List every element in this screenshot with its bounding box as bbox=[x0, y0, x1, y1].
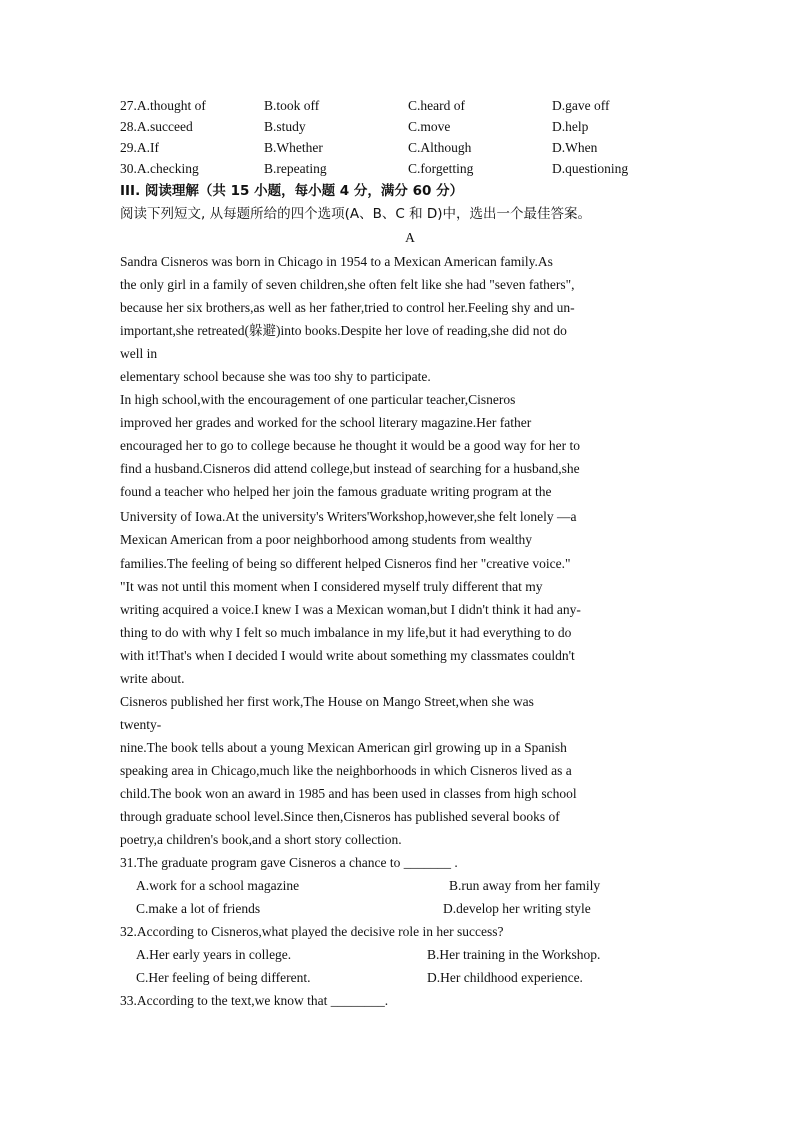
section-heading: III. 阅读理解（共 15 小题，每小题 4 分，满分 60 分） bbox=[120, 183, 464, 199]
question-option[interactable]: D.develop her writing style bbox=[443, 901, 591, 916]
question-option[interactable]: C.make a lot of friends bbox=[136, 901, 261, 916]
passage-line: elementary school because she was too shy to participate. bbox=[120, 369, 431, 384]
option-b: B.repeating bbox=[264, 161, 327, 176]
option-a: 30.A.checking bbox=[120, 161, 199, 176]
passage-line: families.The feeling of being so different helped Cisneros find her "creative voice." bbox=[120, 556, 571, 571]
question-stem: 33.According to the text,we know that ________. bbox=[120, 993, 389, 1008]
question-stem: 31.The graduate program gave Cisneros a chance to _______ . bbox=[120, 855, 458, 870]
question-option[interactable]: A.work for a school magazine bbox=[136, 878, 300, 893]
passage-line: encouraged her to go to college because he thought it would be a good way for her to bbox=[120, 438, 580, 453]
option-c: C.move bbox=[408, 119, 451, 134]
passage-line: thing to do with why I felt so much imbalance in my life,but it had everything to do bbox=[120, 625, 572, 640]
option-c: C.forgetting bbox=[408, 161, 474, 176]
question-option[interactable]: C.Her feeling of being different. bbox=[136, 970, 311, 985]
passage-line: find a husband.Cisneros did attend college,but instead of searching for a husband,she bbox=[120, 461, 580, 476]
option-d: D.gave off bbox=[552, 98, 610, 113]
passage-line: poetry,a children's book,and a short story collection. bbox=[120, 832, 402, 847]
option-a: 28.A.succeed bbox=[120, 119, 193, 134]
passage-line: Sandra Cisneros was born in Chicago in 1954 to a Mexican American family.As bbox=[120, 254, 553, 269]
option-c: C.Although bbox=[408, 140, 472, 155]
question-option[interactable]: A.Her early years in college. bbox=[136, 947, 292, 962]
option-b: B.Whether bbox=[264, 140, 323, 155]
passage-line: nine.The book tells about a young Mexican American girl growing up in a Spanish bbox=[120, 740, 567, 755]
passage-line: Mexican American from a poor neighborhood among students from wealthy bbox=[120, 532, 533, 547]
question-option[interactable]: B.Her training in the Workshop. bbox=[427, 947, 601, 962]
passage-line: child.The book won an award in 1985 and has been used in classes from high school bbox=[120, 786, 577, 801]
option-d: D.questioning bbox=[552, 161, 629, 176]
option-c: C.heard of bbox=[408, 98, 465, 113]
question-option[interactable]: B.run away from her family bbox=[449, 878, 601, 893]
option-d: D.When bbox=[552, 140, 598, 155]
passage-line: found a teacher who helped her join the famous graduate writing program at the bbox=[120, 484, 552, 499]
passage-line: important,she retreated(躲避)into books.Despite her love of reading,she did not do bbox=[120, 323, 567, 338]
section-instruction: 阅读下列短文, 从每题所给的四个选项(A、B、C 和 D)中，选出一个最佳答案。 bbox=[120, 206, 592, 222]
passage-line: improved her grades and worked for the school literary magazine.Her father bbox=[120, 415, 532, 430]
option-a: 27.A.thought of bbox=[120, 98, 206, 113]
passage-line: speaking area in Chicago,much like the neighborhoods in which Cisneros lived as a bbox=[120, 763, 572, 778]
question-stem: 32.According to Cisneros,what played the decisive role in her success? bbox=[120, 924, 504, 939]
passage-line: twenty- bbox=[120, 717, 162, 732]
passage-line: with it!That's when I decided I would write about something my classmates couldn't bbox=[120, 648, 575, 663]
option-a: 29.A.If bbox=[120, 140, 159, 155]
option-d: D.help bbox=[552, 119, 589, 134]
passage-line: the only girl in a family of seven children,she often felt like she had "seven fathers", bbox=[120, 277, 575, 292]
passage-label: A bbox=[405, 230, 415, 245]
passage-line: writing acquired a voice.I knew I was a Mexican woman,but I didn't think it had any- bbox=[120, 602, 581, 617]
option-b: B.study bbox=[264, 119, 306, 134]
question-option[interactable]: D.Her childhood experience. bbox=[427, 970, 583, 985]
passage-line: University of Iowa.At the university's Writers'Workshop,however,she felt lonely —a bbox=[120, 509, 577, 524]
passage-line: Cisneros published her first work,The House on Mango Street,when she was bbox=[120, 694, 534, 709]
passage-line: because her six brothers,as well as her father,tried to control her.Feeling shy and un- bbox=[120, 300, 575, 315]
option-b: B.took off bbox=[264, 98, 320, 113]
passage-line: "It was not until this moment when I considered myself truly different that my bbox=[120, 579, 543, 594]
passage-line: In high school,with the encouragement of one particular teacher,Cisneros bbox=[120, 392, 516, 407]
passage-line: well in bbox=[120, 346, 158, 361]
passage-line: write about. bbox=[120, 671, 185, 686]
passage-line: through graduate school level.Since then,Cisneros has published several books of bbox=[120, 809, 560, 824]
